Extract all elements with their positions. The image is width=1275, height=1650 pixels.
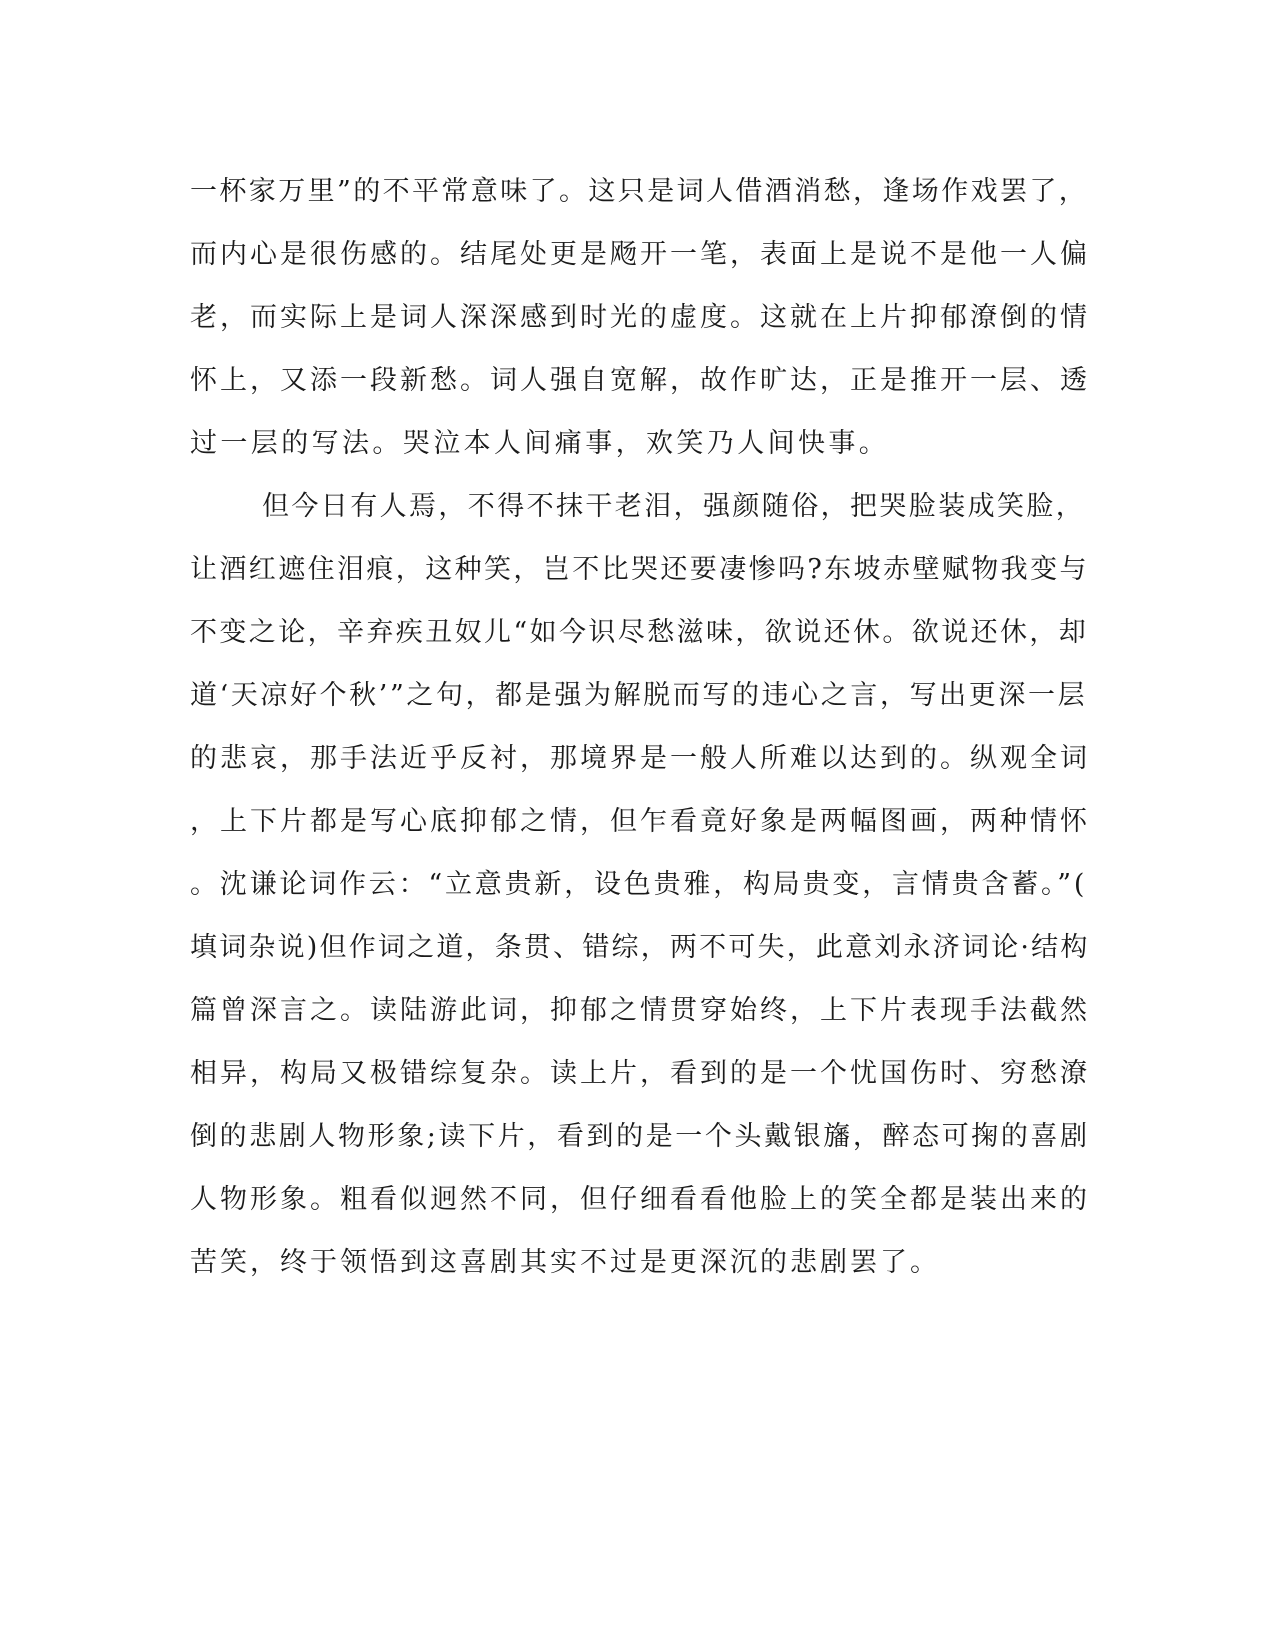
text-line: 相异，构局又极错综复杂。读上片，看到的是一个忧国伤时、穷愁潦 <box>190 1058 1090 1089</box>
body-text <box>190 160 1090 1294</box>
text-line: 倒的悲剧人物形象;读下片，看到的是一个头戴银旛，醉态可掬的喜剧 <box>190 1121 1090 1152</box>
text-line: 一杯家万里”的不平常意味了。这只是词人借酒消愁，逢场作戏罢了， <box>190 176 1089 207</box>
text-line: 道‘天凉好个秋’”之句，都是强为解脱而写的违心之言，写出更深一层 <box>190 680 1088 711</box>
text-line: 老，而实际上是词人深深感到时光的虚度。这就在上片抑郁潦倒的情 <box>190 302 1090 333</box>
text-line: 让酒红遮住泪痕，这种笑，岂不比哭还要凄惨吗?东坡赤壁赋物我变与 <box>190 554 1089 585</box>
text-line: 怀上，又添一段新愁。词人强自宽解，故作旷达，正是推开一层、透 <box>190 365 1090 396</box>
text-line: 的悲哀，那手法近乎反衬，那境界是一般人所难以达到的。纵观全词 <box>190 743 1090 774</box>
text-line: 过一层的写法。哭泣本人间痛事，欢笑乃人间快事。 <box>190 428 890 459</box>
text-line: 不变之论，辛弃疾丑奴儿“如今识尽愁滋味，欲说还休。欲说还休，却 <box>190 617 1089 648</box>
text-line: 苦笑，终于领悟到这喜剧其实不过是更深沉的悲剧罢了。 <box>190 1247 940 1278</box>
paragraph-2 <box>190 475 1090 1294</box>
text-line: 而内心是很伤感的。结尾处更是飏开一笔，表面上是说不是他一人偏 <box>190 239 1090 270</box>
text-line: 篇曾深言之。读陆游此词，抑郁之情贯穿始终，上下片表现手法截然 <box>190 995 1090 1026</box>
paragraph-1 <box>190 160 1090 475</box>
text-line: 但今日有人焉，不得不抹干老泪，强颜随俗，把哭脸装成笑脸， <box>262 491 1086 522</box>
text-line: 填词杂说)但作词之道，条贯、错综，两不可失，此意刘永济词论·结构 <box>190 932 1090 963</box>
text-line: 人物形象。粗看似迥然不同，但仔细看看他脸上的笑全都是装出来的 <box>190 1184 1090 1215</box>
text-line: ，上下片都是写心底抑郁之情，但乍看竟好象是两幅图画，两种情怀 <box>190 806 1090 837</box>
text-line: 。沈谦论词作云：“立意贵新，设色贵雅，构局贵变，言情贵含蓄。”( <box>190 869 1088 900</box>
